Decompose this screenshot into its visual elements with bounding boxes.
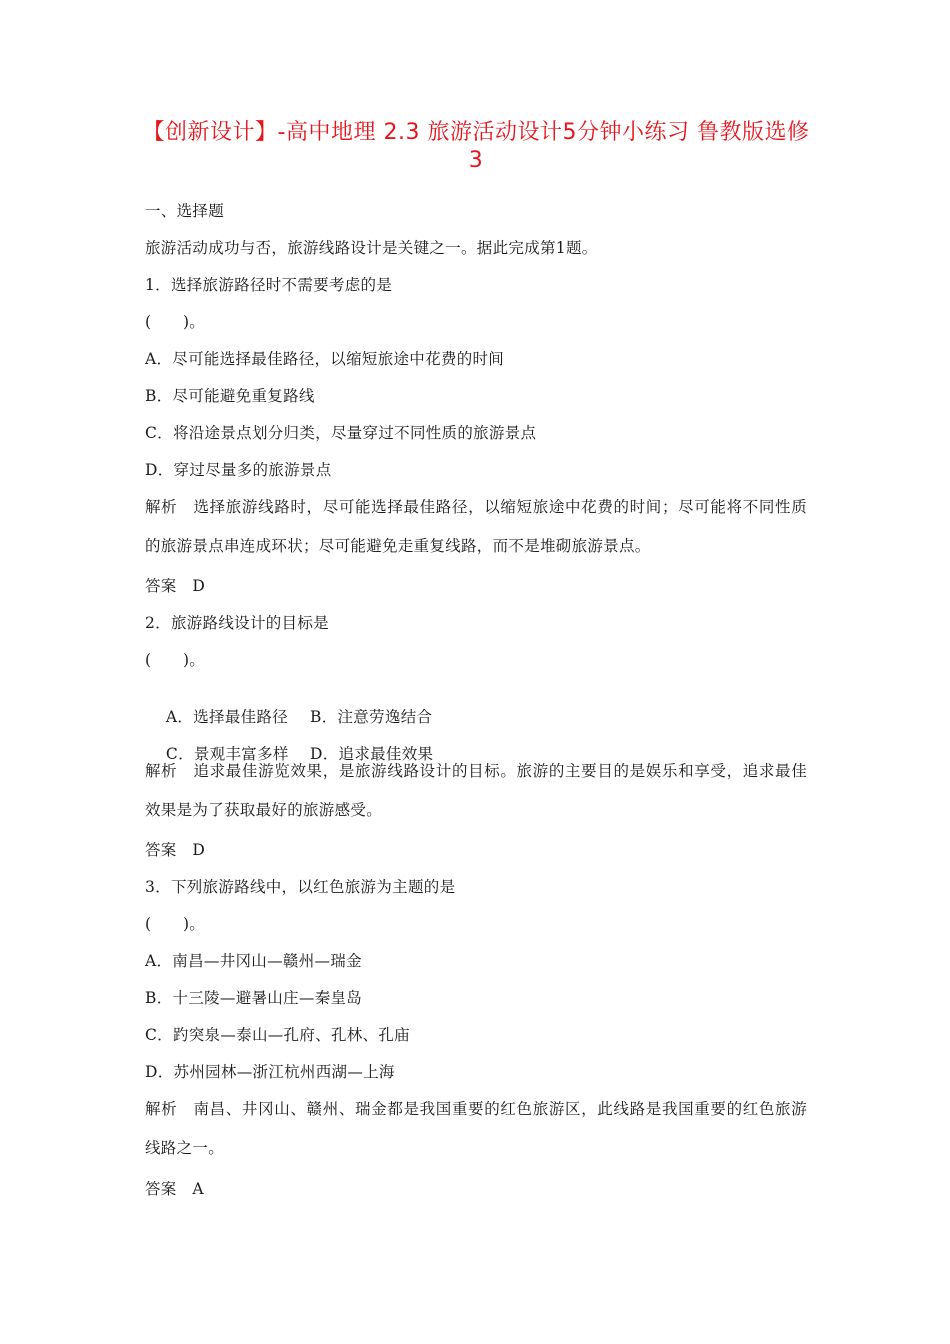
q3-option-c: C．趵突泉—泰山—孔府、孔林、孔庙 [145, 1026, 410, 1044]
q3-analysis: 解析 南昌、井冈山、赣州、瑞金都是我国重要的红色旅游区，此线路是我国重要的红色旅游线路之一。 [145, 1100, 807, 1157]
q3-blank: ( )。 [145, 915, 206, 933]
document-title: 【创新设计】-高中地理 2.3 旅游活动设计5分钟小练习 鲁教版选修3 [142, 120, 810, 173]
q1-option-c: C．将沿途景点划分归类，尽量穿过不同性质的旅游景点 [145, 424, 537, 442]
q1-analysis: 解析 选择旅游线路时，尽可能选择最佳路径，以缩短旅途中花费的时间；尽可能将不同性质的旅游景点串连成环状；尽可能避免走重复线路，而不是堆砌旅游景点。 [145, 498, 807, 555]
q2-analysis: 解析 追求最佳游览效果，是旅游线路设计的目标。旅游的主要目的是娱乐和享受，追求最佳效果是为了获取最好的旅游感受。 [145, 762, 807, 819]
q2-option-b: B．注意劳逸结合 [310, 708, 433, 726]
q1-stem: 1．选择旅游路径时不需要考虑的是 [145, 276, 393, 294]
q2-stem: 2．旅游路线设计的目标是 [145, 614, 329, 632]
q3-option-d: D．苏州园林—浙江杭州西湖—上海 [145, 1063, 395, 1081]
intro-text: 旅游活动成功与否，旅游线路设计是关键之一。据此完成第1题。 [145, 239, 598, 257]
q1-option-b: B．尽可能避免重复路线 [145, 387, 315, 405]
q1-blank: ( )。 [145, 313, 206, 331]
q2-option-c: C．景观丰富多样 [165, 745, 289, 763]
q3-option-a: A．南昌—井冈山—赣州—瑞金 [145, 952, 362, 970]
q3-answer: 答案 A [145, 1180, 204, 1198]
q1-answer: 答案 D [145, 577, 206, 595]
q2-option-d: D．追求最佳效果 [310, 745, 434, 763]
section-heading: 一、选择题 [145, 202, 225, 220]
q1-option-d: D．穿过尽量多的旅游景点 [145, 461, 332, 479]
q2-answer: 答案 D [145, 841, 206, 859]
q2-option-a: A．选择最佳路径 [165, 708, 289, 726]
q1-option-a: A．尽可能选择最佳路径，以缩短旅途中花费的时间 [145, 350, 505, 368]
q2-blank: ( )。 [145, 651, 206, 669]
q3-stem: 3．下列旅游路线中，以红色旅游为主题的是 [145, 878, 456, 896]
q3-option-b: B．十三陵—避暑山庄—秦皇岛 [145, 989, 363, 1007]
